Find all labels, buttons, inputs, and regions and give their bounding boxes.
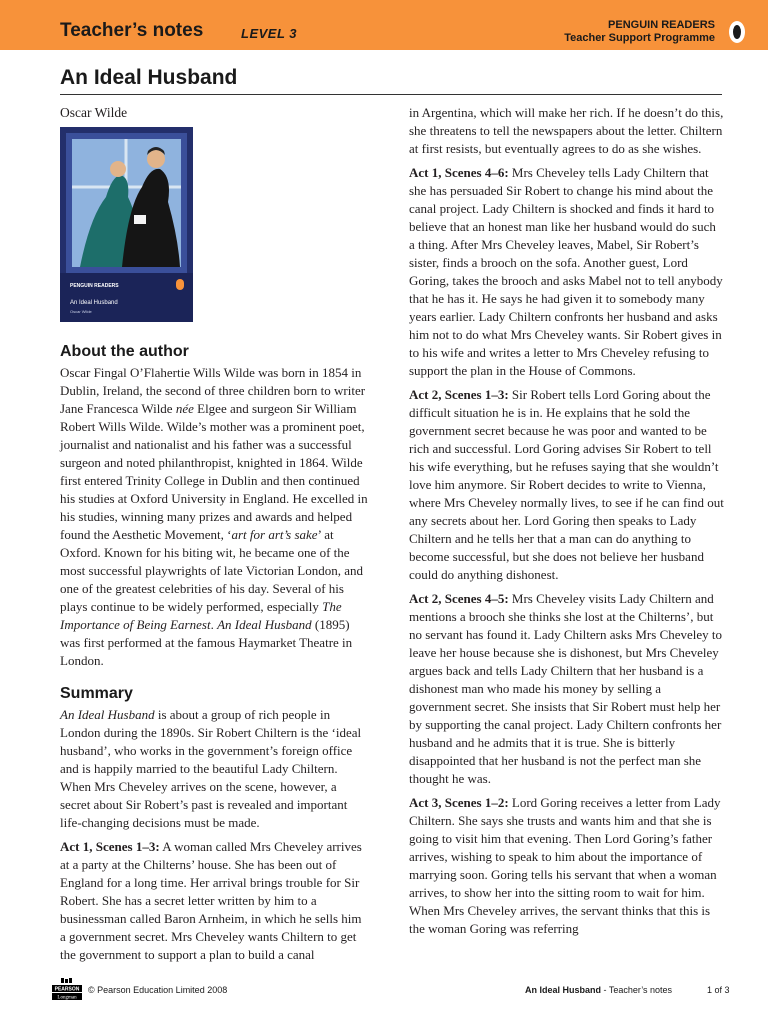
left-column (60, 342, 368, 970)
pearson-longman-logo (52, 978, 82, 1002)
cover-series: PENGUIN READERS (70, 283, 119, 289)
brand-text (564, 19, 715, 45)
teachers-notes-label: Teacher’s notes (60, 20, 204, 41)
author-name: Oscar Wilde (60, 105, 128, 120)
act1-scenes1-3: Act 1, Scenes 1–3: A woman called Mrs Cheveley arrives at a party at the Chilterns’ house. She has been out of England for a long time. Her arrival brings trouble for Sir Robert. She has a secret letter written by him to a businessman called Baron Arnheim, in which he sells him a government secret. Mrs Cheveley wants Chiltern to get the government to support a plan to build a canal (60, 839, 362, 962)
pearson-label: PEARSON (54, 986, 80, 993)
footer-doc-title: An Ideal Husband - Teacher’s notes (525, 985, 673, 995)
about-author-heading: About the author (60, 343, 189, 360)
cover-author: Oscar Wilde (70, 309, 92, 314)
cover-penguin-icon (176, 279, 184, 290)
cover-title: An Ideal Husband (70, 300, 118, 306)
act1-scenes4-6: Act 1, Scenes 4–6: Mrs Cheveley tells Lady Chiltern that she has persuaded Sir Robert to change his mind about the canal project. Lady Chiltern is shocked and finds it hard to believe that an honest man like her husband would do such a thing. After Mrs Cheveley leaves, Mabel, Sir Robert’s sister, finds a brooch on the sofa. Another guest, Lord Goring, takes the brooch and asks Mabel not to tell anybody that he has it. He says he had given it to somebody many years earlier. Lady Chiltern confronts her husband and asks him not to do what Mrs Cheveley wants. Sir Robert gives in to his wife and writes a letter to Mrs Cheveley refusing to support the plan in the House of Commons. (409, 165, 723, 378)
brand-line-1: PENGUIN READERS (608, 19, 715, 31)
title-divider (60, 94, 722, 95)
summary-heading: Summary (60, 685, 133, 702)
about-author-paragraph: Oscar Fingal O’Flahertie Wills Wilde was born in 1854 in Dublin, Ireland, the second of three children born to writer Jane Francesca Wilde née Elgee and surgeon Sir William Robert Wills Wilde. Wilde’s mother was a prominent poet, journalist and nationalist and his father was a successful surgeon and noted philanthropist, knighted in 1864. Wilde first entered Trinity College in Dublin and then continued his studies at Oxford University in England. He excelled in his studies, winning many prizes and awards and helped found the Aesthetic Movement, ‘art for art’s sake’ at Oxford. Known for his biting wit, he became one of the most successful playwrights of late Victorian London, and one of the greatest celebrities of his day. Several of his plays continue to be widely performed, especially The Importance of Being Earnest. An Ideal Husband (1895) was first performed at the famous Haymarket Theatre in London. (60, 365, 368, 668)
footer (0, 978, 768, 1008)
level-label: LEVEL 3 (241, 26, 298, 41)
brand-line-2: Teacher Support Programme (564, 32, 715, 44)
summary-intro: An Ideal Husband is about a group of rich people in London during the 1890s. Sir Robert Chiltern is the ‘ideal husband’, who works in the government’s foreign office and is happily married to the beautiful Lady Chiltern. When Mrs Cheveley arrives on the scene, however, a secret about Sir Robert’s past is revealed and important life-changing decisions must be made. (60, 707, 362, 830)
act1-scenes1-3-continued: in Argentina, which will make her rich. If he doesn’t do this, she threatens to tell the newspapers about the letter. Chiltern at first resists, but eventually agrees to do as she wishes. (409, 105, 724, 156)
copyright-notice: © Pearson Education Limited 2008 (88, 985, 228, 995)
document-title: An Ideal Husband (60, 66, 238, 89)
act2-scenes4-5: Act 2, Scenes 4–5: Mrs Cheveley visits Lady Chiltern and mentions a brooch she thinks she lost at the Chilterns’, but no servant has found it. Lady Chiltern asks Mrs Cheveley to leave her house because she is dishonest, but Mrs Cheveley argues back and tells Lady Chiltern that her husband is a dishonest man who made his money by selling a government secret. She insists that Sir Robert must help her by supporting the canal project. Lady Chiltern confronts her husband and he admits that it is true. She is bitterly disappointed that her husband is not the perfect man she thought he was. (409, 591, 723, 786)
longman-label: Longman (57, 995, 77, 1001)
page-number: 1 of 3 (707, 985, 730, 995)
header-bar (0, 0, 768, 50)
penguin-logo-icon (729, 21, 745, 43)
act2-scenes1-3: Act 2, Scenes 1–3: Sir Robert tells Lord Goring about the difficult situation he is in. He explains that he sold the government secret because he was poor and wanted to be rich and successful. Lord Goring advises Sir Robert to tell his wife everything, but he refuses saying that she wouldn’t love him anymore. Sir Robert decides to write to Vienna, where Mrs Cheveley normally lives, to see if he can find out any secrets about her. Lord Goring then speaks to Lady Chiltern and he tells her that a man can do anything to become successful, but she does not believe her husband could do anything dishonest. (409, 387, 724, 582)
act3-scenes1-2: Act 3, Scenes 1–2: Lord Goring receives a letter from Lady Chiltern. She says she trusts and wants him and that she is going to visit him that evening. Then Lord Goring’s father arrives, wishing to speak to him about the importance of marrying soon. Goring tells his servant that when a woman arrives, to show her into the sitting room to wait for him. When Mrs Cheveley arrives, the servant thinks that this is the woman Goring was referring (409, 795, 721, 936)
book-cover-image (60, 127, 193, 322)
right-column (409, 104, 724, 944)
